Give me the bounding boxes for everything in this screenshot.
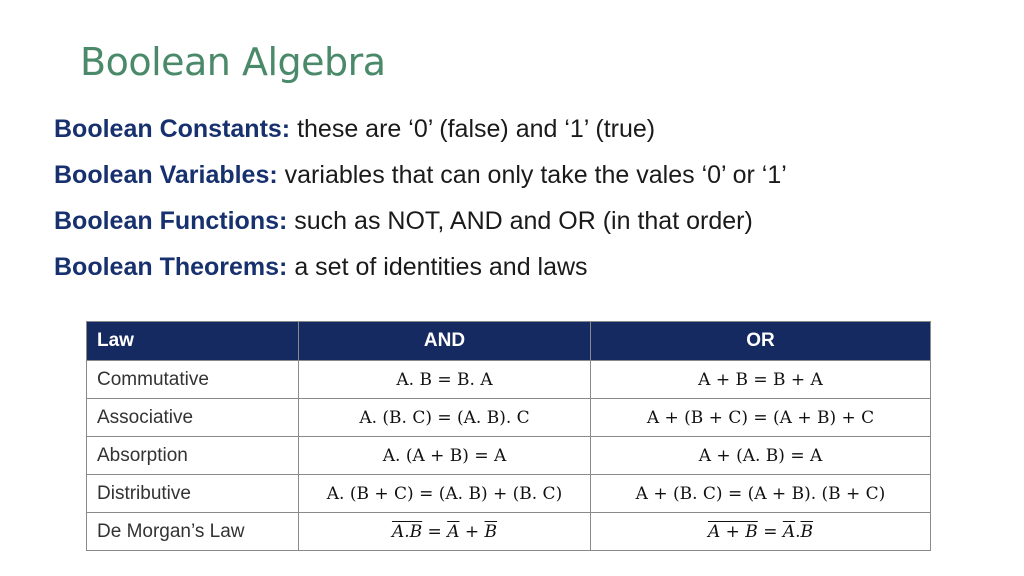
or-expression: A + B = B + A bbox=[591, 361, 931, 399]
law-name: Commutative bbox=[87, 361, 299, 399]
negated-term: $\overline{B}$ bbox=[484, 521, 498, 542]
boolean-laws-table bbox=[86, 321, 931, 551]
negated-term: $\overline{A}$ bbox=[782, 521, 796, 542]
and-expression: A. (B + C) = (A. B) + (B. C) bbox=[299, 475, 591, 513]
bullet-theorems bbox=[54, 244, 787, 290]
bullet-variables bbox=[54, 152, 787, 198]
bullet-term: Boolean Functions: bbox=[54, 207, 288, 235]
or-expression: A + (A. B) = A bbox=[591, 437, 931, 475]
bullet-term: Boolean Variables: bbox=[54, 161, 278, 189]
law-name: Associative bbox=[87, 399, 299, 437]
table-row bbox=[87, 437, 931, 475]
operator: . bbox=[795, 521, 801, 542]
negated-term: A.B bbox=[391, 521, 423, 542]
and-expression bbox=[299, 513, 591, 551]
bullet-text: variables that can only take the vales ‘0’ or ‘1’ bbox=[284, 161, 787, 189]
slide-title: Boolean Algebra bbox=[80, 40, 386, 84]
bullet-term: Boolean Theorems: bbox=[54, 253, 288, 281]
bullet-text: a set of identities and laws bbox=[294, 253, 588, 281]
operator: + bbox=[464, 521, 480, 542]
table-row bbox=[87, 513, 931, 551]
bullet-text: these are ‘0’ (false) and ‘1’ (true) bbox=[297, 115, 656, 143]
header-or: OR bbox=[591, 322, 931, 361]
definition-list bbox=[54, 106, 787, 290]
and-expression: A. B = B. A bbox=[299, 361, 591, 399]
bullet-functions bbox=[54, 198, 787, 244]
bullet-text: such as NOT, AND and OR (in that order) bbox=[294, 207, 753, 235]
header-law: Law bbox=[87, 322, 299, 361]
law-name: De Morgan’s Law bbox=[87, 513, 299, 551]
table-row bbox=[87, 361, 931, 399]
table-row bbox=[87, 475, 931, 513]
or-expression bbox=[591, 513, 931, 551]
and-expression: A. (A + B) = A bbox=[299, 437, 591, 475]
negated-term: A + B bbox=[707, 521, 758, 542]
bullet-constants bbox=[54, 106, 787, 152]
or-expression: A + (B + C) = (A + B) + C bbox=[591, 399, 931, 437]
table-header-row bbox=[87, 322, 931, 361]
equals-sign: = bbox=[763, 521, 778, 542]
law-name: Absorption bbox=[87, 437, 299, 475]
bullet-term: Boolean Constants: bbox=[54, 115, 291, 143]
negated-term: $\overline{A}$ bbox=[447, 521, 460, 542]
negated-term: $\overline{B}$ bbox=[800, 521, 814, 542]
table-row bbox=[87, 399, 931, 437]
or-expression: A + (B. C) = (A + B). (B + C) bbox=[591, 475, 931, 513]
equals-sign: = bbox=[427, 521, 442, 542]
and-expression: A. (B. C) = (A. B). C bbox=[299, 399, 591, 437]
header-and: AND bbox=[299, 322, 591, 361]
law-name: Distributive bbox=[87, 475, 299, 513]
